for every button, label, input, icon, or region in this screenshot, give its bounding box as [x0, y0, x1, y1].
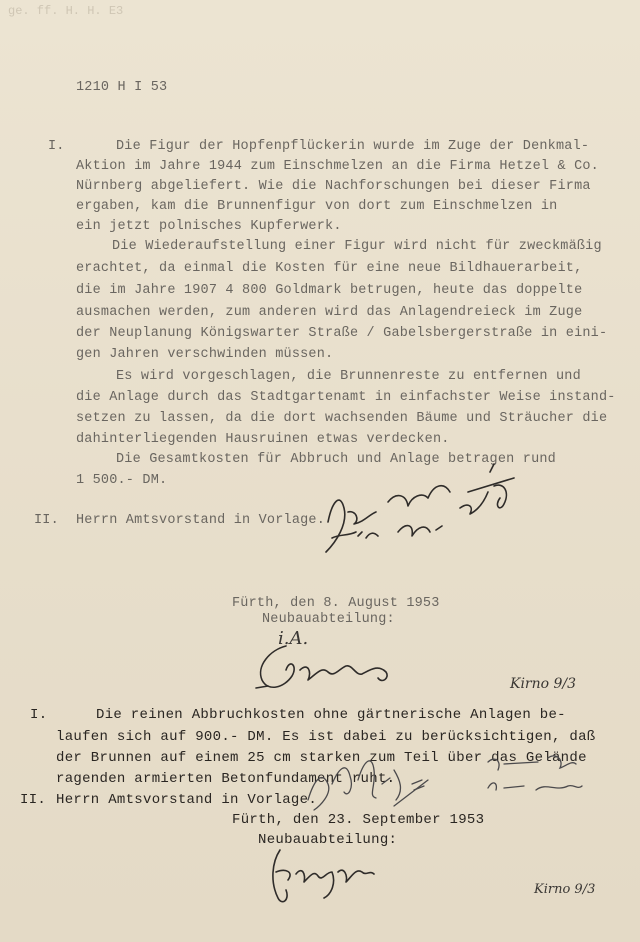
text-line: der Neuplanung Königswarter Straße / Gabelsbergerstraße in eini-: [76, 326, 608, 341]
item-2-text: Herrn Amtsvorstand in Vorlage.: [56, 792, 318, 808]
place-date: Fürth, den 8. August 1953: [232, 596, 440, 611]
reference-number: 1210 H I 53: [76, 80, 168, 95]
text-line: Aktion im Jahre 1944 zum Einschmelzen an die Firma Hetzel & Co.: [76, 159, 599, 174]
text-line: die Anlage durch das Stadtgartenamt in einfachster Weise instand-: [76, 390, 616, 405]
item-1-number: I.: [48, 139, 65, 154]
pencil-note: ge. ff. H. H. E3: [8, 4, 124, 18]
handwritten-initials-signature: [298, 740, 598, 825]
text-line: ragenden armierten Betonfundament ruht.: [56, 771, 396, 787]
item-2-number: II.: [20, 792, 47, 808]
text-line: ausmachen werden, zum anderen wird das Anlagendreieck im Zuge: [76, 305, 583, 320]
text-line: Die reinen Abbruchkosten ohne gärtnerische Anlagen be-: [96, 707, 566, 723]
text-line: ein jetzt polnisches Kupferwerk.: [76, 219, 342, 234]
department-label: Neubauabteilung:: [262, 612, 395, 627]
text-line: Die Wiederaufstellung einer Figur wird nicht für zweckmäßig: [112, 239, 602, 254]
item-2-number: II.: [34, 513, 59, 528]
text-line: dahinterliegenden Hausruinen etwas verdecken.: [76, 432, 450, 447]
text-line: erachtet, da einmal die Kosten für eine neue Bildhauerarbeit,: [76, 261, 583, 276]
text-line: Die Figur der Hopfenpflückerin wurde im Zuge der Denkmal-: [116, 139, 590, 154]
text-line: Die Gesamtkosten für Abbruch und Anlage betragen rund: [116, 452, 556, 467]
handwritten-signature-2: [266, 842, 386, 917]
text-line: gen Jahren verschwinden müssen.: [76, 347, 334, 362]
text-line: setzen zu lassen, da die dort wachsenden Bäume und Sträucher die: [76, 411, 608, 426]
department-label: Neubauabteilung:: [258, 832, 398, 848]
item-1-number: I.: [30, 707, 48, 723]
handwritten-signature-1: [250, 636, 410, 701]
item-2-text: Herrn Amtsvorstand in Vorlage.: [76, 513, 326, 528]
text-line: laufen sich auf 900.- DM. Es ist dabei zu berücksichtigen, daß: [56, 729, 596, 745]
handwritten-annotation: Kirno 9/3: [534, 882, 596, 897]
text-line: Nürnberg abgeliefert. Wie die Nachforschungen bei dieser Firma: [76, 179, 591, 194]
place-date: Fürth, den 23. September 1953: [232, 812, 485, 828]
text-line: der Brunnen auf einem 25 cm starken zum Teil über das Gelände: [56, 750, 587, 766]
text-line: ergaben, kam die Brunnenfigur von dort zum Einschmelzen in: [76, 199, 558, 214]
text-line: 1 500.- DM.: [76, 473, 168, 488]
text-line: Es wird vorgeschlagen, die Brunnenreste zu entfernen und: [116, 369, 581, 384]
ia-handwritten: i.A.: [278, 628, 309, 649]
text-line: die im Jahre 1907 4 800 Goldmark betrugen, heute das doppelte: [76, 283, 583, 298]
handwritten-annotation: Kirno 9/3: [510, 676, 577, 692]
handwritten-initials-signature: [318, 462, 528, 577]
